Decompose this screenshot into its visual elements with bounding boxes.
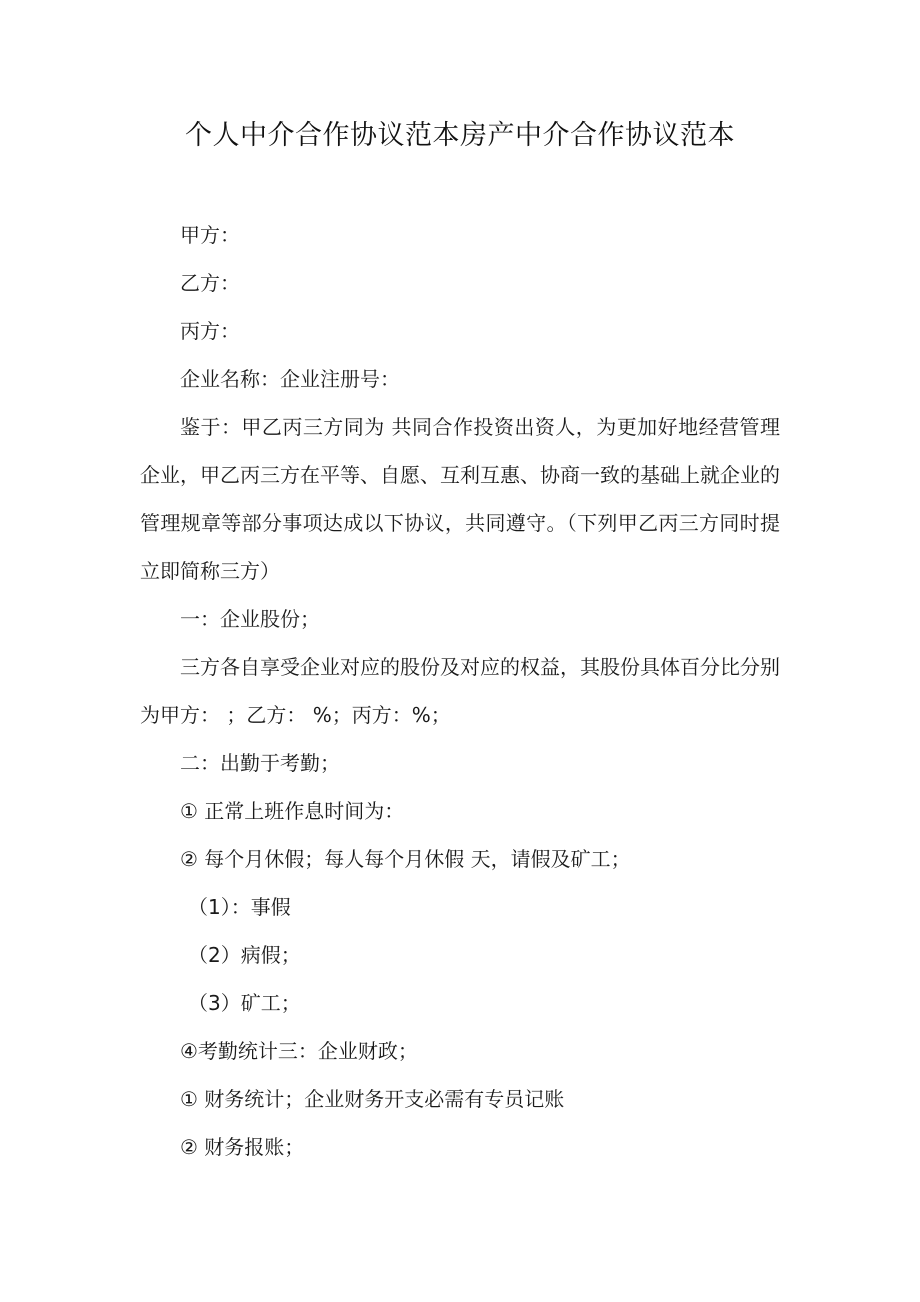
preamble-paragraph: 鉴于：甲乙丙三方同为 共同合作投资出资人，为更加好地经营管理企业，甲乙丙三方在平等、自愿、互利互惠、协商一致的基础上就企业的管理规章等部分事项达成以下协议，共同遵守。（下列甲乙丙三方同时提立即简称三方）	[140, 415, 780, 583]
section-heading-shares: 一：企业股份；	[180, 607, 320, 631]
list-item: ① 财务统计；企业财务开支必需有专员记账	[180, 1087, 565, 1111]
party-b-line: 乙方：	[180, 271, 240, 295]
company-info-line: 企业名称：企业注册号：	[180, 367, 400, 391]
party-a-line: 甲方：	[180, 223, 240, 247]
list-item: ① 正常上班作息时间为：	[180, 799, 405, 823]
list-item: ② 每个月休假；每人每个月休假 天，请假及矿工；	[180, 847, 631, 871]
shares-paragraph: 三方各自享受企业对应的股份及对应的权益，其股份具体百分比分别为甲方： ；乙方： %；丙方：%；	[140, 655, 780, 727]
list-item: （2）病假；	[188, 943, 301, 967]
section-heading-attendance: 二：出勤于考勤；	[180, 751, 340, 775]
party-c-line: 丙方：	[180, 319, 240, 343]
list-item: （1）：事假	[188, 895, 291, 919]
list-item: ② 财务报账；	[180, 1135, 305, 1159]
document-body	[140, 211, 780, 1171]
document-title: 个人中介合作协议范本房产中介合作协议范本	[185, 120, 735, 151]
list-item: ④考勤统计三：企业财政；	[180, 1039, 418, 1063]
list-item: （3）矿工；	[188, 991, 301, 1015]
